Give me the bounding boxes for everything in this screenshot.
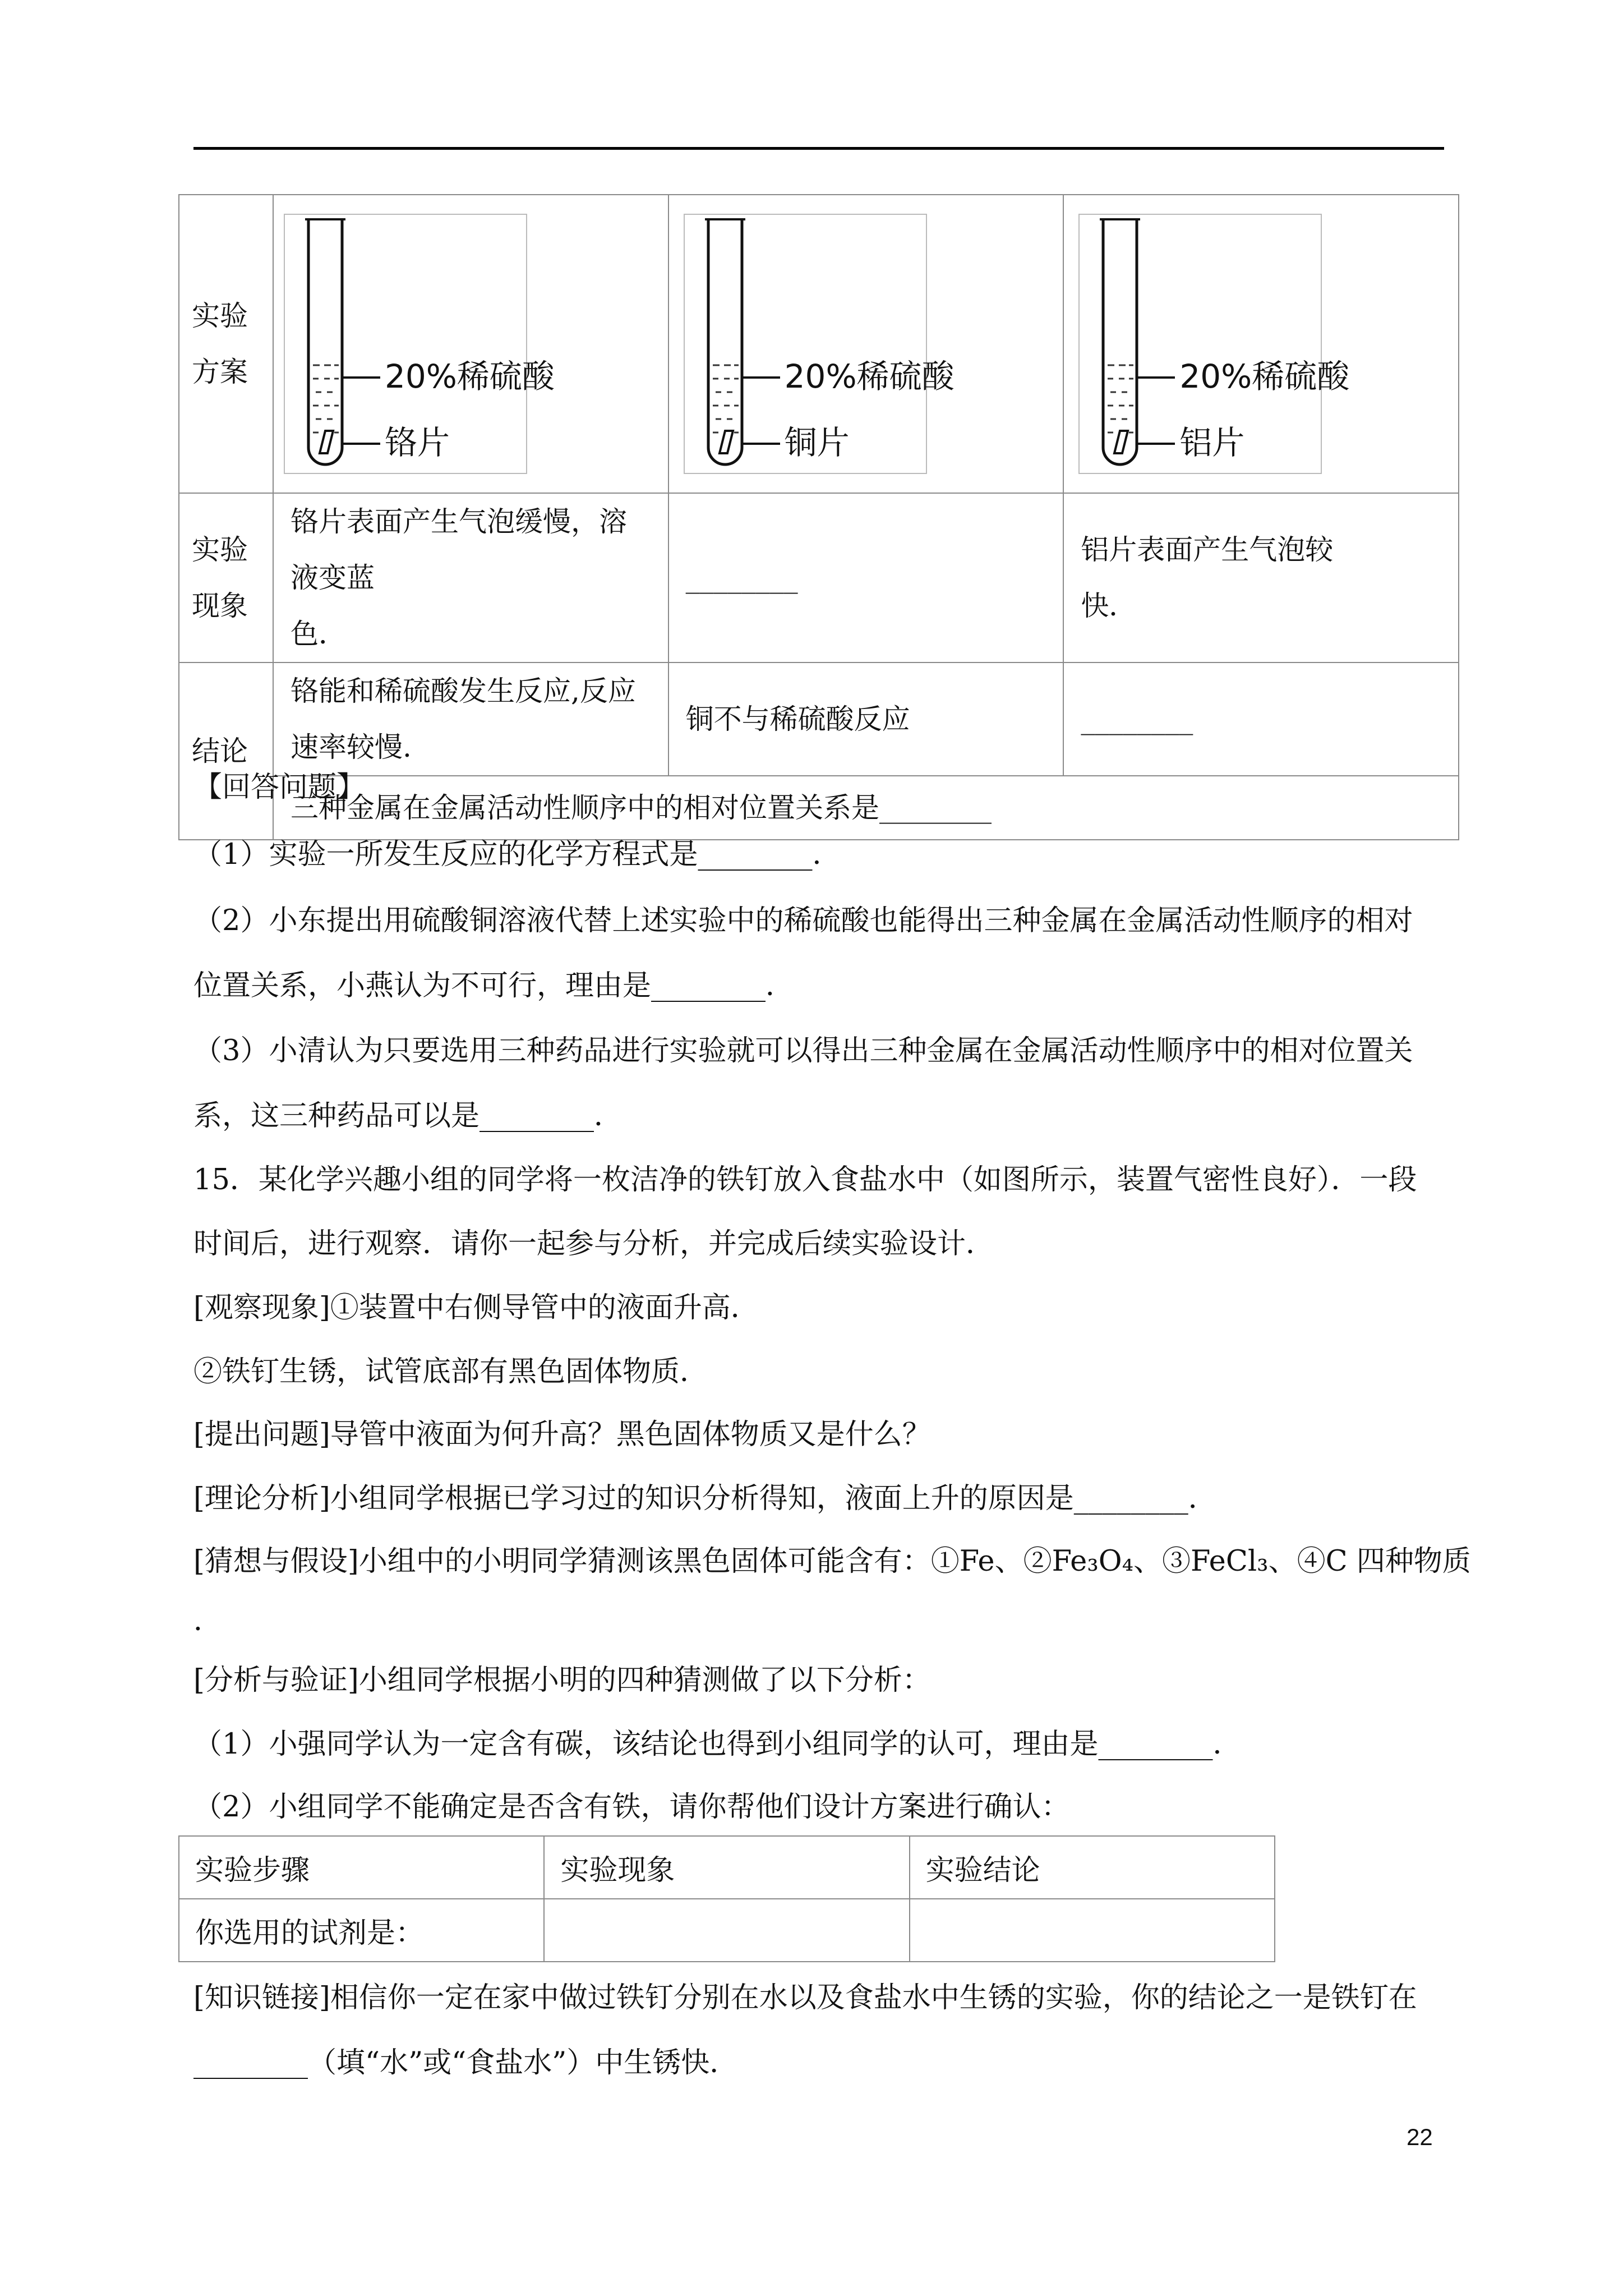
obs-cell-chromium: 铬片表面产生气泡缓慢，溶液变蓝 色． <box>273 493 668 662</box>
question-line: [理论分析]小组同学根据已学习过的知识分析得知，液面上升的原因是________． <box>193 1482 1217 1515</box>
question-line: （1）实验一所发生反应的化学方程式是________． <box>193 838 841 871</box>
acid-label: 20%稀硫酸 <box>1179 357 1350 395</box>
question-line: [观察现象]①装置中右侧导管中的液面升高． <box>193 1291 759 1324</box>
table-row-observation <box>179 493 1459 662</box>
row-label-plan: 实验 方案 <box>179 195 273 493</box>
header-rule <box>193 147 1444 150</box>
verification-table <box>178 1835 1275 1962</box>
question-line: [猜想与假设]小组中的小明同学猜测该黑色固体可能含有：①Fe、②Fe₃O₄、③FeCl₃、④C 四种物质 <box>193 1545 1471 1578</box>
table-cell: 你选用的试剂是： <box>179 1899 544 1962</box>
table-header-cell: 实验结论 <box>910 1836 1275 1899</box>
row-label-conclusion: 结论 <box>179 662 273 840</box>
metal-label: 铬片 <box>385 424 450 462</box>
test-tube-figure <box>284 214 555 474</box>
conc-cell-copper: 铜不与稀硫酸反应 <box>668 662 1064 776</box>
question-line: 15．某化学兴趣小组的同学将一枚洁净的铁钉放入食盐水中（如图所示，装置气密性良好）．一段 <box>193 1163 1417 1197</box>
acid-label: 20%稀硫酸 <box>784 357 955 395</box>
section-heading: 【回答问题】 <box>193 771 366 804</box>
obs-cell-aluminum: 铝片表面产生气泡较 快． <box>1063 493 1459 662</box>
test-tube-figure <box>684 214 955 474</box>
conc-cell-final: 三种金属在金属活动性顺序中的相对位置关系是________ <box>273 776 1459 840</box>
page-number: 22 <box>1407 2124 1433 2150</box>
question-line: （2）小东提出用硫酸铜溶液代替上述实验中的稀硫酸也能得出三种金属在金属活动性顺序的相对 <box>193 904 1413 937</box>
question-line: ________（填“水”或“食盐水”）中生锈快． <box>193 2046 739 2079</box>
plan-cell-copper <box>668 195 1064 493</box>
question-line: 时间后，进行观察．请你一起参与分析，并完成后续实验设计． <box>193 1227 995 1260</box>
plan-cell-chromium <box>273 195 668 493</box>
question-line: （1）小强同学认为一定含有碳，该结论也得到小组同学的认可，理由是________． <box>193 1728 1242 1761</box>
question-line: [分析与验证]小组同学根据小明的四种猜测做了以下分析： <box>193 1664 931 1697</box>
acid-label: 20%稀硫酸 <box>385 357 555 395</box>
table-row-conclusion <box>179 662 1459 776</box>
question-line: [知识链接]相信你一定在家中做过铁钉分别在水以及食盐水中生锈的实验，你的结论之一是铁钉在 <box>193 1981 1417 2014</box>
question-line: ． <box>193 1604 223 1637</box>
experiment-table <box>178 194 1459 840</box>
table-cell <box>544 1899 909 1962</box>
metal-label: 铜片 <box>784 424 850 462</box>
metal-label: 铝片 <box>1179 424 1245 462</box>
question-line: （3）小清认为只要选用三种药品进行实验就可以得出三种金属在金属活动性顺序中的相对位置关 <box>193 1034 1413 1068</box>
row-label-observation: 实验 现象 <box>179 493 273 662</box>
table-header-cell: 实验现象 <box>544 1836 909 1899</box>
plan-cell-aluminum <box>1063 195 1459 493</box>
table-row-plan <box>179 195 1459 493</box>
table-row <box>179 1836 1275 1899</box>
test-tube-figure <box>1078 214 1350 474</box>
conc-cell-chromium: 铬能和稀硫酸发生反应,反应速率较慢. <box>273 662 668 776</box>
question-line: （2）小组同学不能确定是否含有铁，请你帮他们设计方案进行确认： <box>193 1791 1070 1824</box>
question-line: ②铁钉生锈，试管底部有黑色固体物质． <box>193 1355 709 1388</box>
conc-cell-aluminum: ________ <box>1063 662 1459 776</box>
question-line: [提出问题]导管中液面为何升高？黑色固体物质又是什么？ <box>193 1418 931 1451</box>
table-header-cell: 实验步骤 <box>179 1836 544 1899</box>
question-line: 系，这三种药品可以是________． <box>193 1099 623 1133</box>
table-row <box>179 1899 1275 1962</box>
obs-cell-copper: ________ <box>668 493 1064 662</box>
question-line: 位置关系，小燕认为不可行，理由是________． <box>193 969 795 1002</box>
table-cell <box>910 1899 1275 1962</box>
